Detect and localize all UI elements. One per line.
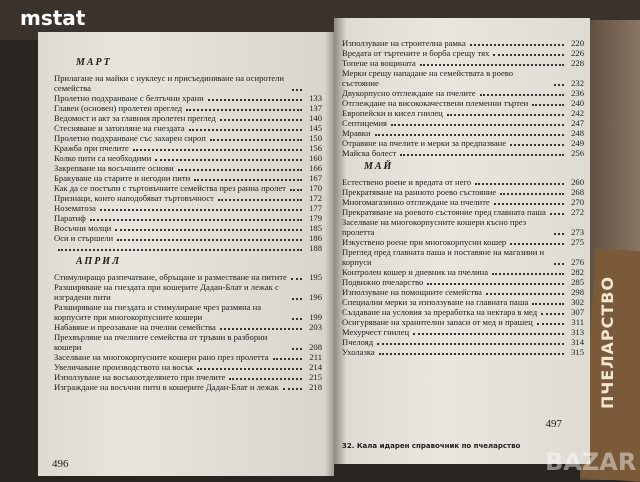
dot-leader (290, 189, 302, 191)
dot-leader (189, 129, 302, 131)
dot-leader (486, 293, 564, 295)
entry-page: 160 (309, 153, 322, 163)
dot-leader (427, 283, 564, 285)
dot-leader (218, 199, 302, 201)
entry-title: Колко пити са необходими (54, 153, 152, 163)
toc-entry (342, 148, 584, 158)
entry-title: Увеличаване производството на восък (54, 362, 194, 372)
dot-leader (541, 313, 564, 315)
dot-leader (420, 64, 564, 66)
toc-entry (54, 173, 322, 183)
toc-entry (342, 88, 584, 98)
dot-leader (283, 388, 302, 390)
entry-page: 273 (571, 227, 584, 237)
toc-entry (54, 223, 322, 233)
entry-page: 218 (309, 382, 322, 392)
dot-leader (90, 219, 302, 221)
toc-entry (342, 128, 584, 138)
entry-title: Признаци, които наподобяват търтовъчност (54, 193, 214, 203)
entry-title: Отглеждане на висококачествени племенни търтеи (342, 98, 529, 108)
toc-entry (342, 277, 584, 287)
dot-leader (447, 114, 564, 116)
dot-leader (532, 104, 564, 106)
entry-title: Вредата от търтените и борба срещу тях (342, 48, 490, 58)
entry-page: 214 (309, 362, 322, 372)
entry-title: Многомагазинно отглеждане на пчелите (342, 197, 490, 207)
entry-page: 268 (571, 187, 584, 197)
entry-title: Пчелояд (342, 337, 374, 347)
entry-page: 211 (309, 352, 322, 362)
dot-leader (537, 323, 564, 325)
entry-title: Създаване на условия за преработка на нектара в мед (342, 307, 538, 317)
entry-page: 260 (571, 177, 584, 187)
toc-entry (342, 138, 584, 148)
entry-title: Отравяне на пчелите и мерки за предпазване (342, 138, 507, 148)
entry-page: 196 (309, 292, 322, 302)
entry-title: Восъчни молци (54, 223, 112, 233)
watermark: mstat (20, 6, 86, 30)
entry-page: 226 (571, 48, 584, 58)
toc-entry (342, 68, 584, 88)
entry-page: 166 (309, 163, 322, 173)
entry-title: Разширяване на гнездата при кошерите Дадан-Блат и лежак с изградени пити (54, 282, 279, 302)
toc-entry (342, 118, 584, 128)
entry-title: Мравки (342, 128, 371, 138)
dot-leader (100, 209, 302, 211)
entry-title: Използуване на восъкоотделянето при пчелите (54, 372, 226, 382)
dot-leader (379, 353, 564, 355)
entry-page: 133 (309, 93, 322, 103)
dot-leader (413, 333, 564, 335)
dot-leader (273, 358, 302, 360)
toc-entry (342, 48, 584, 58)
dot-leader (554, 263, 564, 265)
dot-leader (115, 229, 302, 231)
section-heading: МАРТ (76, 57, 112, 68)
toc-entry (342, 38, 584, 48)
entry-page: 215 (309, 372, 322, 382)
toc-entry (342, 108, 584, 118)
dot-leader (391, 124, 564, 126)
entry-title: Главен (основен) пролетен преглед (54, 103, 183, 113)
toc-entry (54, 153, 322, 163)
entry-page: 275 (571, 237, 584, 247)
page-number: 496 (52, 458, 69, 470)
entry-page: 140 (309, 113, 322, 123)
entry-page: 137 (309, 103, 322, 113)
watermark-bottom: BAZAR (545, 448, 637, 476)
toc-entry (54, 282, 322, 302)
section-heading: АПРИЛ (76, 256, 121, 267)
entry-title: Пролетно подхранване с белтъчни храни (54, 93, 204, 103)
entry-title: Двукорпусно отглеждане на пчелите (342, 88, 476, 98)
toc-entry (342, 327, 584, 337)
toc-entry (342, 98, 584, 108)
toc-entry (342, 207, 584, 217)
entry-page: 307 (571, 307, 584, 317)
dot-leader (532, 303, 564, 305)
entry-title: Специални мерки за използуване на главната паша (342, 297, 529, 307)
dot-leader (229, 378, 302, 380)
entry-page: 220 (571, 38, 584, 48)
toc-entry (342, 307, 584, 317)
entry-title: Ведомост и акт за главния пролетен преглед (54, 113, 216, 123)
dot-leader (292, 298, 302, 300)
page-footer: 32. Кала идарен справочник по пчеларство (342, 442, 521, 450)
entry-title: Естествено роене и вредата от него (342, 177, 472, 187)
entry-title: Паратиф (54, 213, 86, 223)
entry-title: Закрепване на восъчните основи (54, 163, 174, 173)
toc-entry (342, 177, 584, 187)
dot-leader (220, 328, 302, 330)
dot-leader (493, 54, 564, 56)
entry-title: Топене на вощината (342, 58, 416, 68)
dot-leader (510, 144, 564, 146)
entry-title: Оси и стършели (54, 233, 114, 243)
entry-page: 186 (309, 233, 322, 243)
toc-entry (54, 213, 322, 223)
dot-leader (210, 139, 302, 141)
entry-title: Заселване на многокорпусните кошери рано през пролетта (54, 352, 269, 362)
entry-title: Майска болест (342, 148, 397, 158)
dot-leader (133, 149, 302, 151)
entry-title: Ухолазка (342, 347, 375, 357)
dot-leader (510, 243, 564, 245)
toc-entry (342, 347, 584, 357)
entry-page: 195 (309, 272, 322, 282)
entry-title: Използуване на строителна рамка (342, 38, 466, 48)
toc-entry (54, 143, 322, 153)
toc-entry (54, 113, 322, 123)
toc-entry (342, 317, 584, 327)
toc-entry (54, 233, 322, 243)
dot-leader (178, 169, 302, 171)
toc-right (342, 38, 584, 357)
entry-title: Прилагане на майки с нуклеус и присъединяване на осиротели семейства (54, 73, 285, 93)
dot-leader (480, 94, 564, 96)
dot-leader (117, 239, 302, 241)
toc-entry (342, 197, 584, 207)
entry-page: 256 (571, 148, 584, 158)
entry-title: Стимулиращо разпечатване, обръщане и разместване на питите (54, 272, 287, 282)
entry-title: Мехурчест гнилец (342, 327, 410, 337)
entry-title: Септицемия (342, 118, 388, 128)
toc-entry (54, 362, 322, 372)
entry-title: Осигуряване на хранителни запаси от мед и прашец (342, 317, 533, 327)
toc-entry (54, 183, 322, 193)
toc-left (54, 54, 322, 392)
entry-title: Европейски и кисел гнилец (342, 108, 443, 118)
entry-page: 145 (309, 123, 322, 133)
entry-title: Набавяне и преозаване на пчелни семейства (54, 322, 216, 332)
entry-page: 247 (571, 118, 584, 128)
toc-entry (54, 332, 322, 352)
dot-leader (554, 233, 564, 235)
dot-leader (377, 343, 564, 345)
toc-entry (342, 297, 584, 307)
right-page (334, 18, 590, 464)
entry-title: Използуване на помощните семейства (342, 287, 482, 297)
entry-page: 282 (571, 267, 584, 277)
toc-entry (54, 193, 322, 203)
entry-page: 185 (309, 223, 322, 233)
toc-entry (342, 187, 584, 197)
toc-entry (342, 217, 584, 237)
toc-entry (54, 272, 322, 282)
toc-entry (54, 133, 322, 143)
section-heading: МАЙ (364, 161, 394, 172)
entry-page: 199 (309, 312, 322, 322)
dot-leader (292, 318, 302, 320)
dot-leader (58, 249, 302, 251)
entry-page: 240 (571, 98, 584, 108)
toc-entry (54, 73, 322, 93)
entry-page: 150 (309, 133, 322, 143)
entry-title: Стесняване и затопляне на гнездата (54, 123, 185, 133)
cover-title: ПЧЕЛАРСТВО (598, 275, 617, 410)
toc-entry (54, 103, 322, 113)
entry-title: Нозематоза (54, 203, 96, 213)
entry-title: Кражба при пчелите (54, 143, 129, 153)
toc-entry (342, 287, 584, 297)
toc-entry (54, 203, 322, 213)
entry-page: 314 (571, 337, 584, 347)
toc-entry (54, 163, 322, 173)
entry-page: 188 (309, 243, 322, 253)
entry-title: Заселване на многокорпусните кошери късно през пролетта (342, 217, 527, 237)
entry-page: 177 (309, 203, 322, 213)
entry-page: 208 (309, 342, 322, 352)
entry-page: 236 (571, 88, 584, 98)
toc-entry (54, 382, 322, 392)
entry-title: Изграждане на восъчни пити в кошерите Дадан-Блат и лежак (54, 382, 279, 392)
toc-entry (54, 302, 322, 322)
dot-leader (400, 154, 564, 156)
dot-leader (292, 89, 302, 91)
left-page (38, 32, 334, 476)
toc-entry (54, 322, 322, 332)
dot-leader (550, 213, 564, 215)
dot-leader (492, 273, 564, 275)
toc-entry (342, 337, 584, 347)
toc-entry (54, 372, 322, 382)
toc-entry (54, 243, 322, 253)
entry-title: Пролетно подхранване със захарен сироп (54, 133, 206, 143)
dot-leader (500, 193, 564, 195)
toc-entry (342, 237, 584, 247)
dot-leader (554, 84, 564, 86)
entry-page: 179 (309, 213, 322, 223)
toc-entry (54, 93, 322, 103)
entry-page: 311 (571, 317, 584, 327)
toc-entry (342, 267, 584, 277)
toc-entry (342, 247, 584, 267)
dot-leader (220, 119, 302, 121)
entry-page: 167 (309, 173, 322, 183)
toc-entry (342, 58, 584, 68)
dot-leader (470, 44, 564, 46)
toc-entry (54, 352, 322, 362)
page-number: 497 (545, 418, 562, 430)
entry-page: 248 (571, 128, 584, 138)
entry-title: Подвижно пчеларство (342, 277, 424, 287)
entry-title: Прекратяване на роевото състояние пред главната паша (342, 207, 546, 217)
entry-page: 302 (571, 297, 584, 307)
entry-page: 156 (309, 143, 322, 153)
entry-page: 242 (571, 108, 584, 118)
dot-leader (155, 159, 302, 161)
entry-title: Разширяване на гнездата и стимулиране чрез размяна на корпусите при многокорпусните кошери (54, 302, 262, 322)
dot-leader (197, 368, 302, 370)
toc-entry (54, 123, 322, 133)
entry-page: 285 (571, 277, 584, 287)
entry-title: Мерки срещу нападане на семействата в роево състояние (342, 68, 514, 88)
entry-page: 170 (309, 183, 322, 193)
entry-page: 313 (571, 327, 584, 337)
entry-title: Как да се постъпи с търтовъчните семейства през ранна пролет (54, 183, 286, 193)
entry-page: 276 (571, 257, 584, 267)
entry-page: 203 (309, 322, 322, 332)
entry-title: Прекратяване на ранното роево състояние (342, 187, 497, 197)
entry-title: Контролен кошер и дневник на пчелина (342, 267, 489, 277)
dot-leader (292, 348, 302, 350)
entry-title: Преглед пред главната паша и поставяне на магазини и корпуси (342, 247, 545, 267)
entry-page: 270 (571, 197, 584, 207)
entry-title: Бракуване на старите и негодни пити (54, 173, 191, 183)
entry-page: 272 (571, 207, 584, 217)
dot-leader (186, 109, 302, 111)
entry-title: Изкуствено роене при многокорпусни кошер (342, 237, 507, 247)
dot-leader (494, 203, 564, 205)
entry-page: 172 (309, 193, 322, 203)
dot-leader (291, 278, 302, 280)
dot-leader (194, 179, 302, 181)
entry-page: 315 (571, 347, 584, 357)
entry-page: 232 (571, 78, 584, 88)
dot-leader (475, 183, 564, 185)
dot-leader (208, 99, 302, 101)
entry-page: 228 (571, 58, 584, 68)
entry-title: Прехвърляне на пчелните семейства от тръвни в разборни кошери (54, 332, 268, 352)
dot-leader (375, 134, 564, 136)
entry-page: 298 (571, 287, 584, 297)
entry-page: 249 (571, 138, 584, 148)
